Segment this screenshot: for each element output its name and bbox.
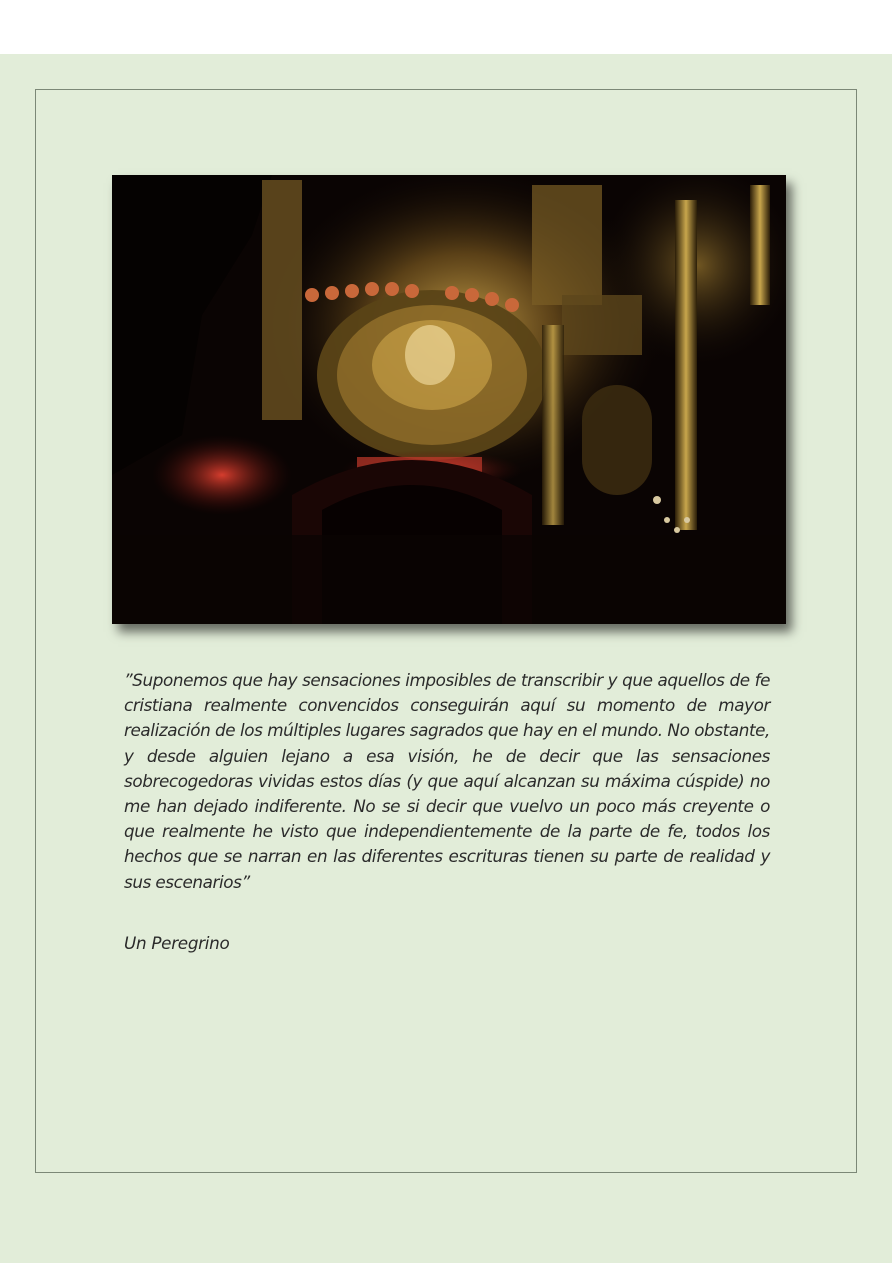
quote-text: ”Suponemos que hay sensaciones imposibles de transcribir y que aquellos de fe cristiana realmente convencidos conseguirán aquí su momento de mayor realización de los múltiples lugares sagrados que hay en el mundo. No obstante, y desde alguien lejano a esa visión, he de decir que las sensaciones sobrecogedoras vividas estos días (y que aquí alcanzan su máxima cúspide) no me han dejado indiferente. No se si decir que vuelvo un poco más creyente o que realmente he visto que independientemente de la parte de fe, todos los hechos que se narran en las diferentes escrituras tienen su parte de realidad y sus escenarios” [124,670,770,892]
church-interior-illustration [112,175,786,624]
quote-author: Un Peregrino [124,933,230,953]
church-interior-photo [112,175,786,624]
